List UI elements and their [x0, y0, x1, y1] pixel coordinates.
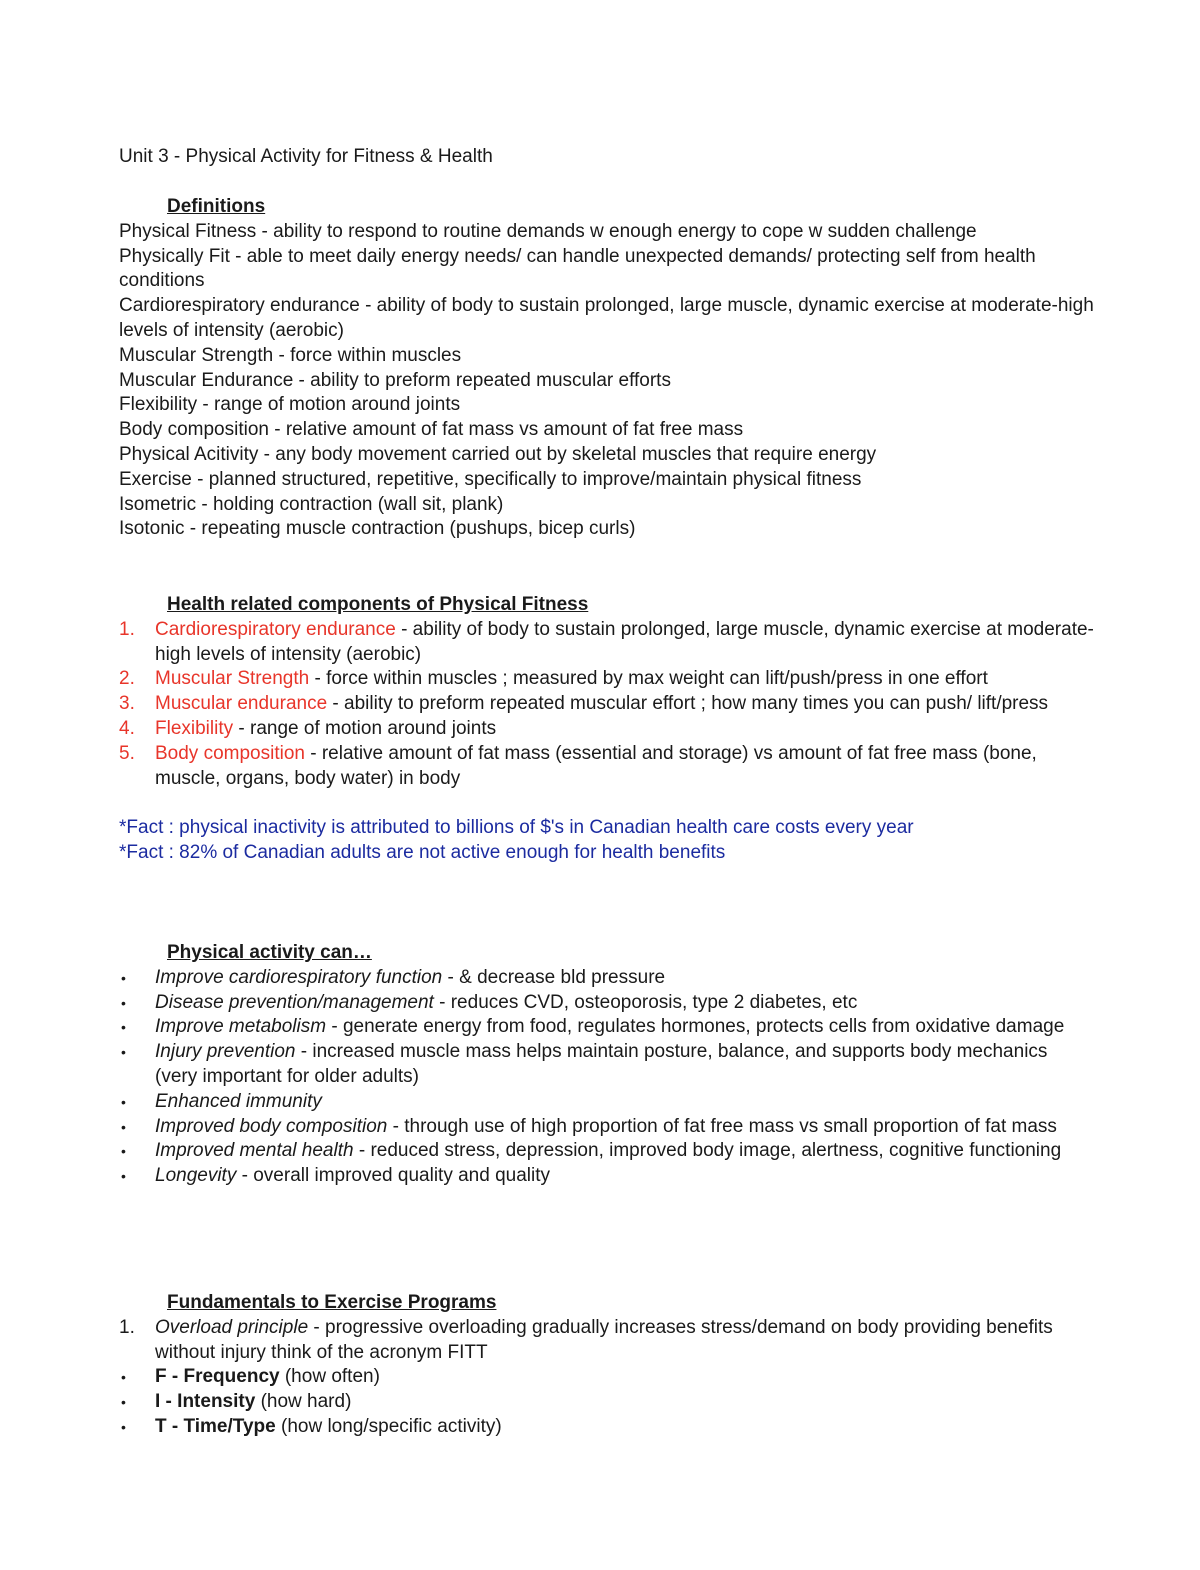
fitt-item — [119, 1390, 1094, 1415]
fitt-list — [119, 1365, 1094, 1439]
component-term: Flexibility — [155, 717, 234, 739]
bullet-marker: • — [121, 1369, 126, 1386]
benefit-description: - & decrease bld pressure — [442, 966, 666, 988]
benefit-description: - reduced stress, depression, improved body image, alertness, cognitive functioning — [353, 1140, 1062, 1162]
fitt-item — [119, 1415, 1094, 1440]
benefit-item — [119, 991, 1094, 1016]
fitt-term: T - Time/Type — [155, 1415, 276, 1437]
benefit-description: - through use of high proportion of fat free mass vs small proportion of fat mass — [387, 1115, 1057, 1137]
benefit-term: Improved mental health — [155, 1140, 354, 1162]
fundamentals-heading: Fundamentals to Exercise Programs — [167, 1292, 497, 1313]
benefit-description: - reduces CVD, osteoporosis, type 2 diabetes, etc — [433, 991, 858, 1013]
fitt-item — [119, 1365, 1094, 1390]
benefit-description: - overall improved quality and quality — [236, 1165, 551, 1187]
benefit-item — [119, 1040, 1094, 1090]
bullet-marker: • — [121, 1093, 126, 1110]
health-component-item — [119, 717, 1094, 742]
benefit-item — [119, 1090, 1094, 1115]
benefit-description: - generate energy from food, regulates hormones, protects cells from oxidative damage — [326, 1016, 1065, 1038]
definition-item: Muscular Strength - force within muscles — [119, 344, 462, 366]
health-component-item — [119, 667, 1094, 692]
definition-item: Cardiorespiratory endurance - ability of body to sustain prolonged, large muscle, dynamic exercise at moderate-high levels of intensity (aerobic) — [119, 295, 1094, 341]
bullet-marker: • — [121, 994, 126, 1011]
definition-item: Muscular Endurance - ability to preform repeated muscular efforts — [119, 369, 671, 391]
benefit-description: - increased muscle mass helps maintain posture, balance, and supports body mechanics (very important for older adults) — [155, 1041, 1048, 1087]
definition-item: Isotonic - repeating muscle contraction (pushups, bicep curls) — [119, 518, 636, 540]
definition-item: Flexibility - range of motion around joints — [119, 394, 461, 416]
fitt-term: I - Intensity — [155, 1391, 256, 1413]
definition-item: Physical Acitivity - any body movement carried out by skeletal muscles that require energy — [119, 443, 877, 465]
definitions-list — [119, 220, 1094, 542]
definitions-heading: Definitions — [167, 196, 266, 217]
bullet-marker: • — [121, 1394, 126, 1411]
benefit-item — [119, 1015, 1094, 1040]
fitt-description: (how often) — [279, 1366, 380, 1388]
fundamental-item — [119, 1316, 1094, 1366]
bullet-marker: • — [121, 1418, 126, 1435]
benefit-item — [119, 966, 1094, 991]
item-number: 3. — [119, 693, 135, 715]
bullet-marker: • — [121, 1044, 126, 1061]
health-components-heading: Health related components of Physical Fitness — [167, 594, 589, 615]
fundamentals-numbered-list — [119, 1316, 1094, 1366]
definition-item: Isometric - holding contraction (wall sit, plank) — [119, 493, 504, 515]
definition-item: Body composition - relative amount of fat mass vs amount of fat free mass — [119, 419, 744, 441]
component-term: Muscular endurance — [155, 693, 328, 715]
fitt-description: (how long/specific activity) — [275, 1415, 502, 1437]
benefit-term: Enhanced immunity — [155, 1090, 322, 1112]
benefit-term: Disease prevention/management — [155, 991, 434, 1013]
item-number: 1. — [119, 618, 135, 640]
health-components-section — [119, 593, 1094, 866]
physical-activity-heading: Physical activity can… — [167, 942, 372, 963]
fundamental-term: Overload principle — [155, 1316, 309, 1338]
component-description: - ability of body to sustain prolonged, large muscle, dynamic exercise at moderate-high levels of intensity (aerobic) — [155, 618, 1094, 665]
bullet-marker: • — [121, 1143, 126, 1160]
bullet-marker: • — [121, 1118, 126, 1135]
benefit-term: Improve metabolism — [155, 1016, 327, 1038]
benefit-item — [119, 1115, 1094, 1140]
health-component-item — [119, 692, 1094, 717]
benefit-term: Injury prevention — [155, 1041, 296, 1063]
bullet-marker: • — [121, 1168, 126, 1185]
health-component-item — [119, 618, 1094, 668]
component-description: - force within muscles ; measured by max weight can lift/push/press in one effort — [309, 668, 988, 690]
component-description: - relative amount of fat mass (essential and storage) vs amount of fat free mass (bone, muscle, organs, body water) in body — [155, 742, 1037, 789]
physical-activity-list — [119, 966, 1094, 1189]
fact-note: *Fact : 82% of Canadian adults are not active enough for health benefits — [119, 841, 726, 863]
fact-note: *Fact : physical inactivity is attributed to billions of $'s in Canadian health care costs every year — [119, 817, 914, 839]
benefit-item — [119, 1139, 1094, 1164]
item-number: 4. — [119, 717, 135, 739]
document-title: Unit 3 - Physical Activity for Fitness & Health — [119, 146, 493, 167]
definition-item: Physical Fitness - ability to respond to routine demands w enough energy to cope w sudden challenge — [119, 220, 977, 242]
fundamental-description: - progressive overloading gradually increases stress/demand on body providing benefits without injury think of the acronym FITT — [155, 1316, 1053, 1363]
item-number: 1. — [119, 1316, 135, 1338]
bullet-marker: • — [121, 969, 126, 986]
definitions-section — [119, 195, 1094, 542]
component-term: Muscular Strength — [155, 668, 310, 690]
definition-item: Exercise - planned structured, repetitive, specifically to improve/maintain physical fitness — [119, 468, 862, 490]
physical-activity-section — [119, 941, 1094, 1189]
item-number: 2. — [119, 668, 135, 690]
fitt-term: F - Frequency — [155, 1366, 280, 1388]
benefit-term: Improved body composition — [155, 1115, 388, 1137]
benefit-term: Improve cardiorespiratory function — [155, 966, 443, 988]
benefit-term: Longevity — [155, 1165, 237, 1187]
health-component-item — [119, 742, 1094, 792]
benefit-item — [119, 1164, 1094, 1189]
item-number: 5. — [119, 742, 135, 764]
definition-item: Physically Fit - able to meet daily energy needs/ can handle unexpected demands/ protecting self from health conditions — [119, 245, 1036, 292]
fitt-description: (how hard) — [255, 1391, 352, 1413]
component-term: Body composition — [155, 742, 305, 764]
bullet-marker: • — [121, 1019, 126, 1036]
fundamentals-section — [119, 1291, 1094, 1440]
component-description: - ability to preform repeated muscular effort ; how many times you can push/ lift/press — [327, 693, 1049, 715]
component-description: - range of motion around joints — [233, 717, 497, 739]
health-components-list — [119, 618, 1094, 792]
component-term: Cardiorespiratory endurance — [155, 618, 396, 640]
